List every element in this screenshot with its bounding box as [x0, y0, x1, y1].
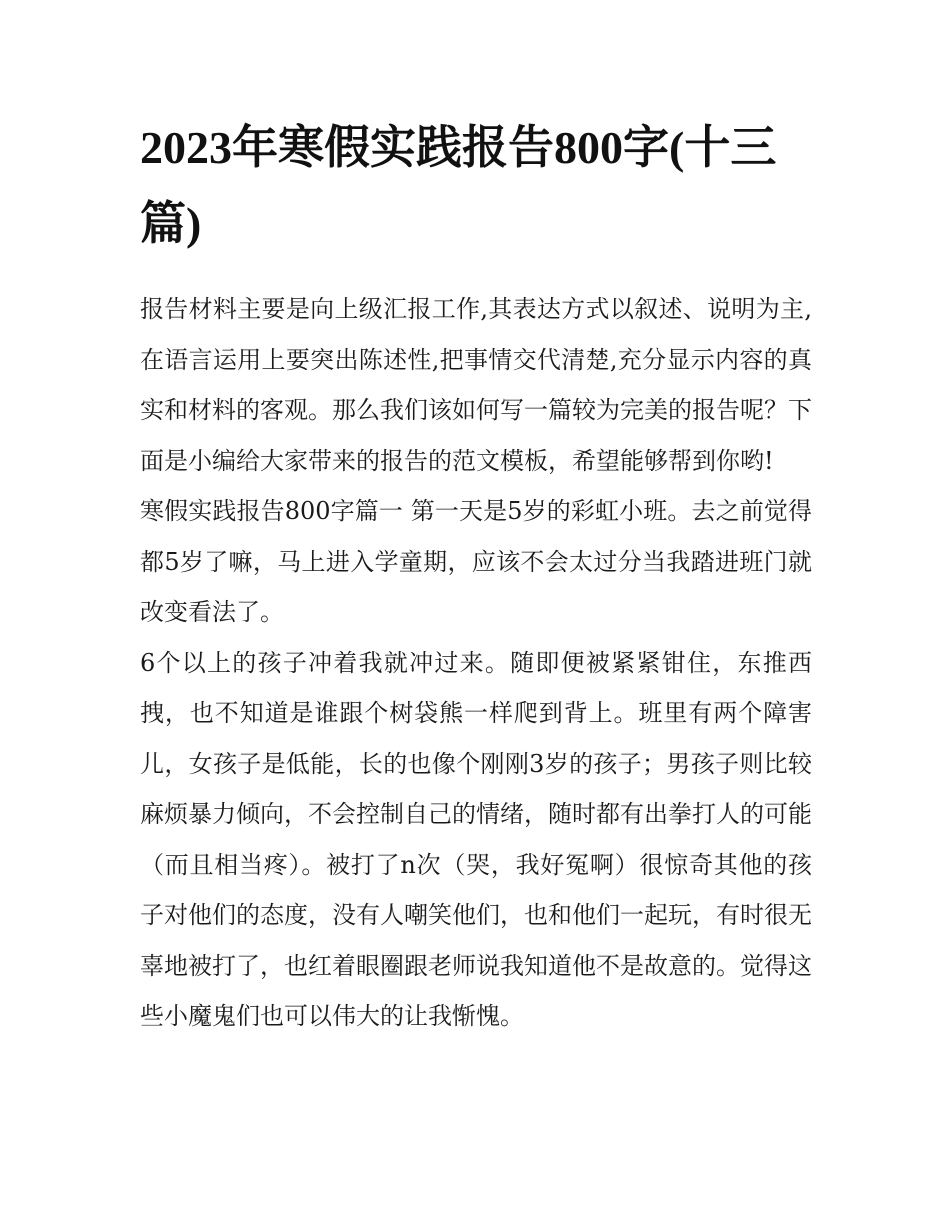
body-paragraph-2: 6个以上的孩子冲着我就冲过来。随即便被紧紧钳住，东推西拽，也不知道是谁跟个树袋熊一样爬到背上。班里有两个障害儿，女孩子是低能，长的也像个刚刚3岁的孩子；男孩子则比较麻烦暴力倾向，不会控制自己的情绪，随时都有出拳打人的可能（而且相当疼）。被打了n次（哭，我好冤啊）很惊奇其他的孩子对他们的态度，没有人嘲笑他们，也和他们一起玩，有时很无辜地被打了，也红着眼圈跟老师说我知道他不是故意的。觉得这些小魔鬼们也可以伟大的让我惭愧。	[140, 648, 812, 1030]
document-title: 2023年寒假实践报告800字(十三篇)	[140, 122, 777, 249]
body-paragraph-1: 寒假实践报告800字篇一 第一天是5岁的彩虹小班。去之前觉得都5岁了嘛，马上进入学童期，应该不会太过分当我踏进班门就改变看法了。	[140, 497, 812, 626]
intro-paragraph: 报告材料主要是向上级汇报工作,其表达方式以叙述、说明为主,在语言运用上要突出陈述性,把事情交代清楚,充分显示内容的真实和材料的客观。那么我们该如何写一篇较为完美的报告呢？下面是小编给大家带来的报告的范文模板，希望能够帮到你哟!	[140, 295, 812, 475]
